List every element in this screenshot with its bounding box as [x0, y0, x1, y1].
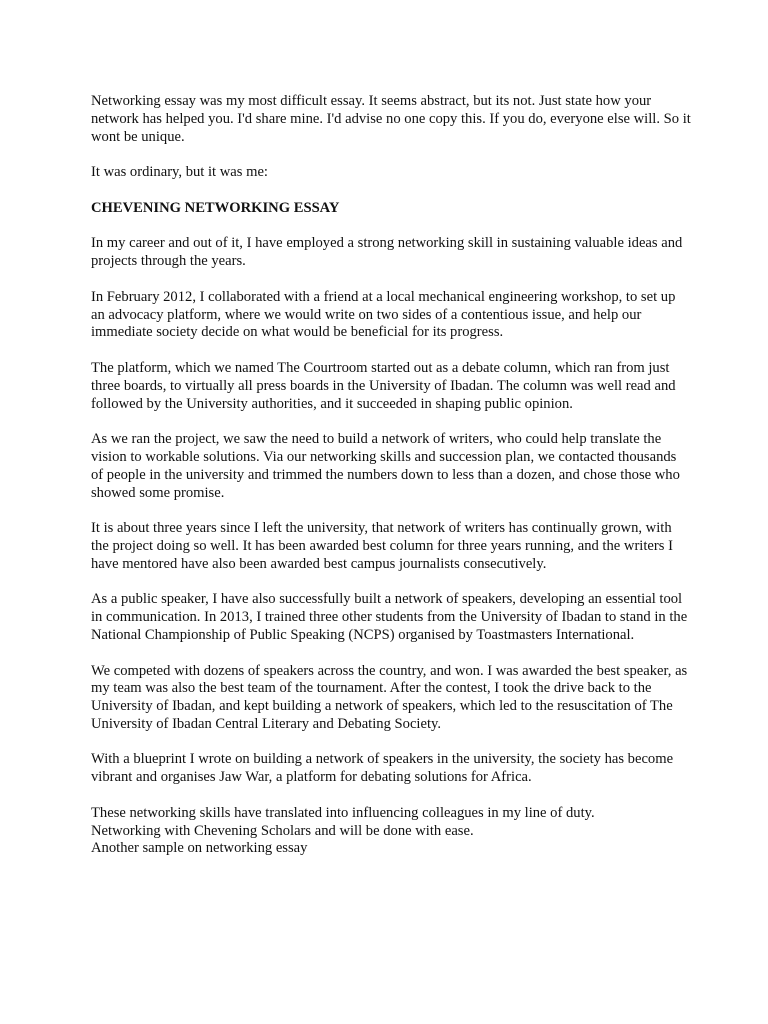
essay-paragraph: In February 2012, I collaborated with a friend at a local mechanical engineering workshop, to set up an advocacy platform, where we would write on two sides of a contentious issue, and help our immediate society decide on what would be beneficial for its progress. [91, 288, 676, 341]
closing-line: These networking skills have translated into influencing colleagues in my line of duty. [91, 804, 595, 821]
essay-body [91, 93, 691, 858]
essay-paragraph: In my career and out of it, I have employed a strong networking skill in sustaining valuable ideas and projects through the years. [91, 235, 683, 270]
essay-paragraph: With a blueprint I wrote on building a network of speakers in the university, the society has become vibrant and organises Jaw War, a platform for debating solutions for Africa. [91, 751, 674, 786]
intro-remark: It was ordinary, but it was me: [91, 164, 268, 181]
essay-paragraph: The platform, which we named The Courtroom started out as a debate column, which ran from just three boards, to virtually all press boards in the University of Ibadan. The column was well read and followed by the University authorities, and it succeeded in shaping public opinion. [91, 359, 676, 412]
essay-title: CHEVENING NETWORKING ESSAY [91, 199, 340, 216]
essay-paragraph: It is about three years since I left the university, that network of writers has continually grown, with the project doing so well. It has been awarded best column for three years running, and the writers I have mentored have also been awarded best campus journalists consecutively. [91, 520, 673, 572]
intro-paragraph: Networking essay was my most difficult essay. It seems abstract, but its not. Just state how your network has helped you. I'd share mine. I'd advise no one copy this. If you do, everyone else will. So it wont be unique. [91, 93, 691, 145]
essay-paragraph: We competed with dozens of speakers across the country, and won. I was awarded the best speaker, as my team was also the best team of the tournament. After the contest, I took the drive back to the University of Ibadan, and kept building a network of speakers, which led to the resuscitation of The University of Ibadan Central Literary and Debating Society. [91, 662, 688, 732]
closing-line: Another sample on networking essay [91, 840, 308, 857]
essay-paragraph: As we ran the project, we saw the need to build a network of writers, who could help translate the vision to workable solutions. Via our networking skills and succession plan, we contacted thousands of people in the university and trimmed the numbers down to less than a dozen, and chose those who showed some promise. [91, 431, 680, 501]
essay-paragraph: As a public speaker, I have also successfully built a network of speakers, developing an essential tool in communication. In 2013, I trained three other students from the University of Ibadan to stand in the National Championship of Public Speaking (NCPS) organised by Toastmasters International. [91, 591, 688, 643]
closing-line: Networking with Chevening Scholars and will be done with ease. [91, 822, 474, 839]
